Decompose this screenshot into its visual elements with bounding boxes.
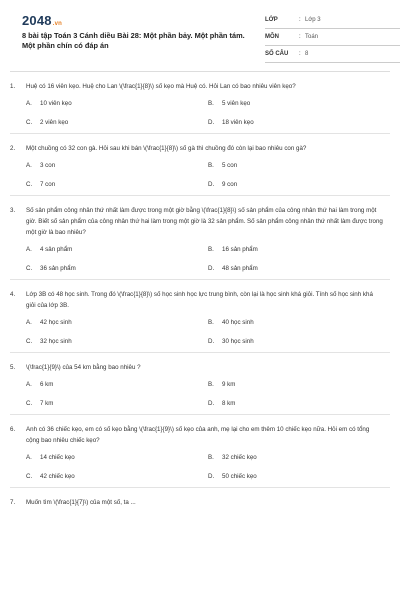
option-text: 3 con [40,162,56,169]
option-text: 14 chiếc kẹo [40,454,75,461]
option-letter: D. [208,338,215,345]
question-item [10,280,390,353]
option-text: 36 sản phẩm [40,265,76,272]
answer-option[interactable] [208,454,390,461]
option-letter: D. [208,473,215,480]
info-row-class: LỚP : Lớp 3 [265,12,400,29]
question-number: 7. [10,499,16,506]
answer-option[interactable] [26,454,208,461]
question-stem [10,424,390,446]
question-stem [10,143,390,154]
question-number: 4. [10,291,16,298]
answer-option[interactable] [208,162,390,169]
option-letter: B. [208,319,214,326]
question-item [10,196,390,280]
question-stem [10,497,390,508]
option-text: 9 con [222,181,238,188]
question-number: 1. [10,83,16,90]
answer-option[interactable] [26,338,208,345]
question-text: Huệ có 16 viên kẹo. Huệ cho Lan \(\frac{1}{8}\) số kẹo mà Huệ có. Hỏi Lan có bao nhiêu viên kẹo? [26,83,296,90]
answer-option[interactable] [26,473,208,480]
logo[interactable] [22,13,62,28]
answer-option[interactable] [26,162,208,169]
question-text: Lớp 3B có 48 học sinh. Trong đó \(\frac{1}{8}\) số học sinh học lực trung bình, còn lại là học sinh khá giỏi. Tính số học sinh khá giỏi của lớp 3B. [26,291,373,309]
info-label: LỚP [265,17,278,23]
answer-option[interactable] [208,181,390,188]
answer-option[interactable] [26,265,208,272]
question-number: 5. [10,364,16,371]
answer-options [10,319,390,345]
option-text: 2 viên kẹo [40,119,69,126]
option-text: 32 học sinh [40,338,72,345]
option-text: 30 học sinh [222,338,254,345]
info-value: 8 [305,51,309,57]
option-text: 9 km [222,381,236,388]
answer-option[interactable] [26,181,208,188]
answer-options [10,162,390,188]
question-stem [10,81,390,92]
option-text: 18 viên kẹo [222,119,254,126]
option-text: 4 sản phẩm [40,246,73,253]
option-letter: B. [208,162,214,169]
question-text: Một chuồng có 32 con gà. Hỏi sau khi bán \(\frac{1}{8}\) số gà thì chuồng đó còn lại bao nhiêu con gà? [26,145,307,152]
answer-option[interactable] [26,246,208,253]
question-item [10,353,390,415]
option-letter: A. [26,162,32,169]
question-text: Anh có 36 chiếc kẹo, em có số kẹo bằng \(\frac{1}{9}\) số kẹo của anh, mẹ lại cho em thêm 10 chiếc kẹo nữa. Hỏi em có tổng cộng bao nhiêu chiếc kẹo? [26,426,370,444]
info-value: Toán [305,34,319,40]
option-text: 40 học sinh [222,319,254,326]
info-label: SỐ CÂU [265,51,289,57]
answer-option[interactable] [26,119,208,126]
answer-option[interactable] [26,381,208,388]
option-letter: C. [26,400,33,407]
option-letter: D. [208,400,215,407]
option-letter: A. [26,246,32,253]
option-text: 10 viên kẹo [40,100,72,107]
answer-option[interactable] [26,100,208,107]
option-letter: A. [26,454,32,461]
option-letter: C. [26,473,33,480]
question-item [10,134,390,196]
answer-option[interactable] [26,319,208,326]
question-number: 3. [10,207,16,214]
answer-option[interactable] [208,319,390,326]
answer-option[interactable] [208,265,390,272]
answer-option[interactable] [208,473,390,480]
option-letter: A. [26,381,32,388]
option-text: 5 con [222,162,238,169]
info-row-subject: MÔN : Toán [265,29,400,46]
page-title: 8 bài tập Toán 3 Cánh diều Bài 28: Một phần bảy. Một phần tám. Một phần chín có đáp án [22,31,245,50]
answer-option[interactable] [208,100,390,107]
option-letter: B. [208,381,214,388]
option-text: 50 chiếc kẹo [222,473,257,480]
answer-options [10,454,390,480]
question-text: \(\frac{1}{9}\) của 54 km bằng bao nhiêu ? [26,364,141,371]
question-item [10,488,390,515]
info-label: MÔN [265,34,279,40]
answer-option[interactable] [208,246,390,253]
question-text: Số sản phẩm công nhân thứ nhất làm được trong một giờ bằng \(\frac{1}{8}\) số sản phẩm của công nhân thứ hai làm trong một giờ. Biết số sản phẩm của công nhân thứ hai làm trong một giờ là 32 sản phẩm. Số sản phẩm công nhân thứ nhất làm được trong một giờ là bao nhiêu? [26,207,383,236]
option-text: 32 chiếc kẹo [222,454,257,461]
answer-option[interactable] [208,400,390,407]
header [12,0,388,68]
option-letter: C. [26,119,33,126]
option-letter: C. [26,181,33,188]
info-row-count: SỐ CÂU : 8 [265,46,400,63]
option-letter: B. [208,246,214,253]
option-text: 16 sản phẩm [222,246,258,253]
option-text: 7 con [40,181,56,188]
logo-suffix: .vn [52,21,63,27]
option-letter: A. [26,100,32,107]
option-text: 5 viên kẹo [222,100,251,107]
info-box [265,12,400,63]
answer-option[interactable] [208,338,390,345]
option-letter: D. [208,265,215,272]
answer-option[interactable] [208,119,390,126]
option-letter: B. [208,454,214,461]
question-text: Muốn tìm \(\frac{1}{7}\) của một số, ta ... [26,499,136,506]
info-value: Lớp 3 [305,17,321,23]
question-number: 2. [10,145,16,152]
answer-option[interactable] [26,400,208,407]
question-stem [10,205,390,238]
question-item [10,415,390,488]
answer-options [10,246,390,272]
option-text: 42 chiếc kẹo [40,473,75,480]
option-text: 7 km [40,400,54,407]
option-letter: C. [26,338,33,345]
answer-options [10,100,390,126]
question-stem [10,289,390,311]
question-number: 6. [10,426,16,433]
question-item [10,72,390,134]
option-letter: D. [208,119,215,126]
option-letter: C. [26,265,33,272]
question-list [10,72,390,515]
answer-options [10,381,390,407]
option-text: 48 sản phẩm [222,265,258,272]
option-letter: D. [208,181,215,188]
option-text: 8 km [222,400,236,407]
logo-main: 2048 [22,13,52,28]
answer-option[interactable] [208,381,390,388]
option-text: 42 học sinh [40,319,72,326]
option-letter: A. [26,319,32,326]
option-letter: B. [208,100,214,107]
option-text: 6 km [40,381,54,388]
question-stem [10,362,390,373]
